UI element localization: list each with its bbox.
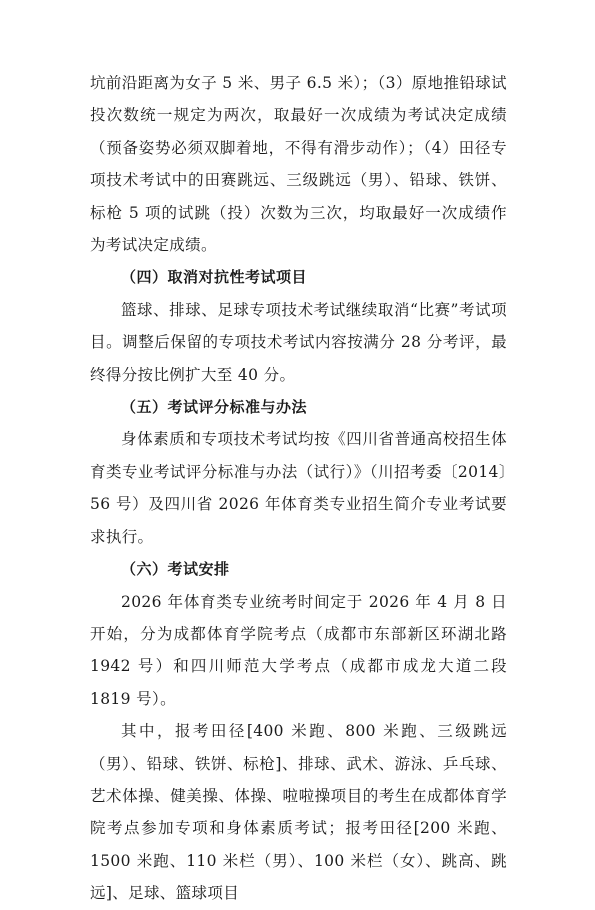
section-heading-5: （五）考试评分标准与办法 [121,398,308,417]
section-heading-4: （四）取消对抗性考试项目 [121,268,308,287]
paragraph-field-event-rules: 坑前沿距离为女子 5 米、男子 6.5 米）；（3）原地推铅球试投次数统一规定为两次，取最好一次成绩为考试决定成绩（预备姿势必须双脚着地，不得有滑步动作）；（4）田径专项技术考试中的田赛跳远、三级跳远（男）、铅球、铁饼、标枪 5 项的试跳（投）次数为三次，均取最好一次成绩作为考试决定成绩。 [90,74,507,255]
paragraph-cancel-competitive: 篮球、排球、足球专项技术考试继续取消“比赛”考试项目。调整后保留的专项技术考试内容按满分 28 分考评，最终得分按比例扩大至 40 分。 [90,300,507,384]
paragraph-exam-venues: 其中，报考田径[400 米跑、800 米跑、三级跳远（男）、铅球、铁饼、标枪]、排球、武术、游泳、乒乓球、艺术体操、健美操、体操、啦啦操项目的考生在成都体育学院考点参加专项和身体素质考试；报考田径[200 米跑、1500 米跑、110 米栏（男）、100 米栏（女）、跳高、跳远]、足球、篮球项目 [90,722,507,903]
document-body [90,67,507,910]
section-heading-6: （六）考试安排 [121,560,230,579]
paragraph-exam-schedule: 2026 年体育类专业统考时间定于 2026 年 4 月 8 日开始，分为成都体育学院考点（成都市东部新区环湖北路 1942 号）和四川师范大学考点（成都市成龙大道二段 1819 号）。 [90,592,507,708]
paragraph-scoring-standard: 身体素质和专项技术考试均按《四川省普通高校招生体育类专业考试评分标准与办法（试行）》（川招考委〔2014〕56 号）及四川省 2026 年体育类专业招生简介专业考试要求执行。 [90,430,507,546]
